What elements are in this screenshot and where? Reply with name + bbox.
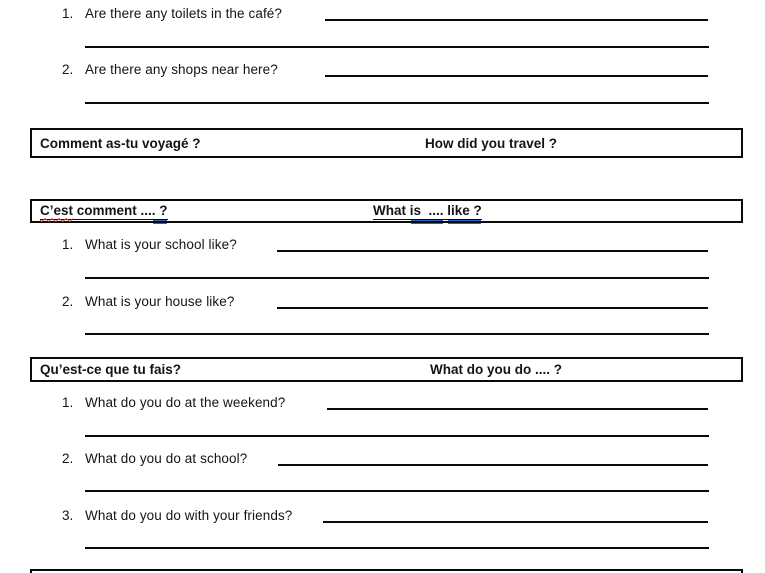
question-text: Are there any toilets in the café? <box>85 6 283 21</box>
section-header-travel <box>30 128 743 158</box>
answer-line <box>85 435 709 437</box>
header-french-travel: Comment as-tu voyagé ? <box>40 135 201 151</box>
answer-line <box>85 277 709 279</box>
grammar-flagged-segment: . ? <box>151 202 168 218</box>
header-french-what-is-like <box>40 203 168 220</box>
question-number: 2. <box>62 294 74 309</box>
answer-line <box>277 250 708 252</box>
question-number: 1. <box>62 6 74 21</box>
question-number: 2. <box>62 451 74 466</box>
question-number: 2. <box>62 62 74 77</box>
answer-line <box>323 521 708 523</box>
section-header-partial <box>30 569 743 573</box>
answer-line <box>325 19 708 21</box>
answer-line <box>85 547 709 549</box>
question-number: 1. <box>62 237 74 252</box>
section-header-what-is-like <box>30 199 743 223</box>
question-text: What is your school like? <box>85 237 237 252</box>
grammar-flagged-segment: is .... <box>409 202 444 218</box>
header-english-what-is-like <box>373 203 482 220</box>
grammar-flagged-segment: like ? <box>447 202 482 218</box>
answer-line <box>85 490 709 492</box>
answer-line <box>325 75 708 77</box>
question-text: What is your house like? <box>85 294 235 309</box>
answer-line <box>277 307 708 309</box>
spellcheck-flagged-word: C’est <box>40 202 74 218</box>
question-number: 1. <box>62 395 74 410</box>
header-english-what-do: What do you do .... ? <box>430 362 562 377</box>
header-french-what-do: Qu’est-ce que tu fais? <box>40 362 182 377</box>
header-english-travel: How did you travel ? <box>425 135 558 151</box>
question-number: 3. <box>62 508 74 523</box>
answer-line <box>278 464 708 466</box>
answer-line <box>85 102 709 104</box>
question-text: What do you do at the weekend? <box>85 395 286 410</box>
question-text: What do you do with your friends? <box>85 508 293 523</box>
answer-line <box>85 333 709 335</box>
header-english-lead: What <box>373 202 410 218</box>
question-text: What do you do at school? <box>85 451 248 466</box>
section-header-what-do <box>30 357 743 382</box>
answer-line <box>327 408 708 410</box>
question-text: Are there any shops near here? <box>85 62 278 77</box>
header-french-rest: comment ... <box>73 202 152 218</box>
answer-line <box>85 46 709 48</box>
